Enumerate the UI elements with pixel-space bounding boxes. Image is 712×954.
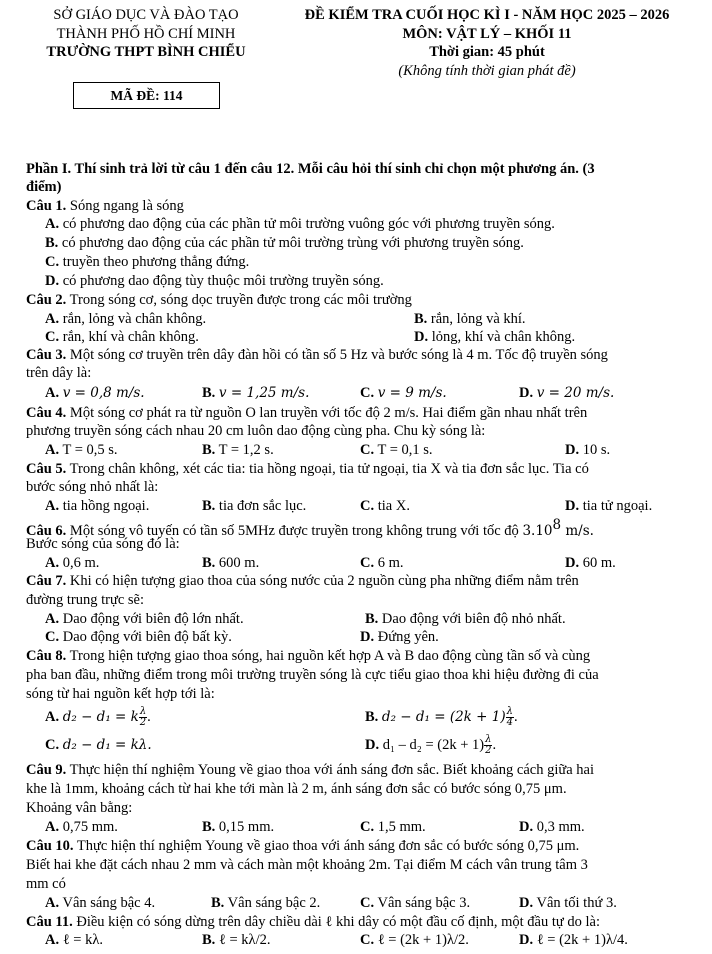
fraction-numerator: λ: [506, 706, 513, 717]
fraction-numerator: λ: [139, 706, 147, 717]
option-key: C.: [360, 385, 375, 401]
option-text: Vân tối thứ 3.: [533, 895, 617, 911]
question-number: Câu 10.: [26, 838, 74, 854]
question-number: Câu 9.: [26, 762, 67, 778]
fraction-denominator: 2: [485, 745, 492, 756]
option-text: rắn, lỏng và khí.: [427, 311, 526, 327]
question-2: [26, 292, 412, 309]
question-text: Khi có hiện tượng giao thoa của sóng nước của 2 nguồn cùng pha những điểm nằm trên: [66, 573, 579, 589]
fraction-denominator: 4: [506, 717, 513, 728]
option-key: B.: [202, 555, 216, 571]
exam-title: ĐỀ KIỂM TRA CUỐI HỌC KÌ I - NĂM HỌC 2025 – 2026: [304, 7, 670, 23]
q2-option-b[interactable]: [414, 311, 526, 328]
option-formula: v = 20 m/s.: [536, 385, 615, 401]
option-text: truyền theo phương thẳng đứng.: [59, 254, 250, 270]
q8-option-c[interactable]: [45, 737, 152, 754]
header-right: [272, 6, 702, 80]
option-text: 0,75 mm.: [59, 819, 118, 835]
option-text: Dao động với biên độ nhỏ nhất.: [378, 611, 566, 627]
q8-option-d[interactable]: [365, 735, 496, 756]
department-name: SỞ GIÁO DỤC VÀ ĐÀO TẠO: [53, 7, 239, 23]
option-key: C.: [45, 254, 60, 270]
option-text: 6 m.: [374, 555, 404, 571]
question-text: Một sóng cơ phát ra từ nguồn O lan truyền với tốc độ 2 m/s. Hai điểm gần nhau nhất trên: [66, 405, 588, 421]
q6-option-a[interactable]: [45, 555, 99, 572]
question-3: [26, 347, 608, 364]
q4-option-a[interactable]: [45, 442, 118, 459]
question-5-cont: bước sóng nhỏ nhất là:: [26, 479, 159, 495]
question-5: [26, 461, 589, 478]
option-text: tia X.: [374, 498, 410, 514]
option-key: D.: [414, 329, 429, 345]
option-text: 600 m.: [215, 555, 260, 571]
option-key: B.: [202, 442, 216, 458]
part1-instruction-cont: điểm): [26, 179, 62, 195]
q3-option-b[interactable]: [202, 385, 309, 402]
question-text: Trong chân không, xét các tia: tia hồng ngoại, tia tử ngoại, tia X và tia đơn sắc lục. Tia có: [66, 461, 589, 477]
option-key: C.: [360, 555, 375, 571]
option-key: A.: [45, 385, 60, 401]
exam-code-box: MÃ ĐỀ: 114: [73, 82, 220, 109]
option-formula: v = 0,8 m/s.: [62, 385, 145, 401]
q7-option-c[interactable]: [45, 629, 232, 646]
question-10: [26, 838, 579, 855]
option-text: Vân sáng bậc 2.: [224, 895, 321, 911]
q6-option-c[interactable]: [360, 555, 404, 572]
q7-option-d[interactable]: [360, 629, 439, 646]
question-number: Câu 2.: [26, 292, 67, 308]
question-number: Câu 1.: [26, 198, 67, 214]
option-key: B.: [202, 498, 216, 514]
question-text: Sóng ngang là sóng: [66, 198, 184, 214]
q2-option-c[interactable]: [45, 329, 199, 346]
question-text: Một sóng vô tuyến có tần số 5MHz được truyền trong không trung với tốc độ: [66, 522, 523, 539]
option-key: C.: [45, 629, 60, 645]
question-10-cont: Biết hai khe đặt cách nhau 2 mm và cách màn một khoảng 2m. Tại điểm M cách vân trung tâm 3: [26, 857, 588, 873]
option-text: ℓ = (2k + 1)λ/2.: [374, 932, 469, 948]
q8-option-b[interactable]: [365, 707, 518, 728]
option-formula: v = 1,25 m/s.: [218, 385, 310, 401]
option-key: D.: [45, 273, 60, 289]
option-key: A.: [45, 611, 60, 627]
option-key: B.: [365, 708, 379, 725]
question-3-cont: trên dây là:: [26, 365, 92, 381]
option-text: T = 1,2 s.: [215, 442, 274, 458]
question-text: Trong sóng cơ, sóng dọc truyền được trong các môi trường: [66, 292, 412, 308]
option-key: A.: [45, 895, 60, 911]
speed-value: 3.10: [522, 522, 553, 539]
question-number: Câu 5.: [26, 461, 67, 477]
q4-option-b[interactable]: [202, 442, 274, 459]
option-key: C.: [360, 819, 375, 835]
option-key: B.: [202, 385, 216, 401]
question-9-cont2: Khoảng vân bằng:: [26, 800, 133, 816]
option-text: Dao động với biên độ bất kỳ.: [59, 629, 232, 645]
q6-option-b[interactable]: [202, 555, 259, 572]
option-text: 0,3 mm.: [533, 819, 585, 835]
question-text: Điều kiện có sóng dừng trên dây chiều dài ℓ khi dây có một đầu cố định, một đầu tự do là:: [72, 914, 600, 930]
question-number: Câu 7.: [26, 573, 67, 589]
option-key: D.: [519, 895, 534, 911]
option-key: C.: [45, 329, 60, 345]
q3-option-d[interactable]: [519, 385, 614, 402]
option-tail: .: [513, 708, 518, 725]
option-text: có phương dao động tùy thuộc môi trường truyền sóng.: [59, 273, 384, 289]
exam-note: (Không tính thời gian phát đề): [398, 62, 576, 79]
option-key: D.: [360, 629, 375, 645]
q11-option-a[interactable]: [45, 932, 103, 949]
option-key: C.: [360, 442, 375, 458]
option-key: B.: [45, 235, 59, 251]
q11-option-c[interactable]: [360, 932, 469, 949]
option-key: A.: [45, 498, 60, 514]
q8-option-a[interactable]: [45, 707, 151, 728]
option-key: B.: [211, 895, 225, 911]
option-text: ℓ = kλ/2.: [215, 932, 271, 948]
q2-option-a[interactable]: [45, 311, 206, 328]
part1-instruction: Phần I. Thí sinh trả lời từ câu 1 đến câu 12. Mỗi câu hỏi thí sinh chỉ chọn một phương án. (3: [26, 161, 595, 177]
option-formula: d₁ – d₂ = (2k + 1): [379, 736, 485, 753]
q7-option-a[interactable]: [45, 611, 244, 628]
q5-option-a[interactable]: [45, 498, 149, 515]
option-text: tia tử ngoại.: [579, 498, 653, 514]
q1-option-c[interactable]: [45, 254, 249, 271]
option-key: A.: [45, 442, 60, 458]
question-number: Câu 4.: [26, 405, 67, 421]
question-6-cont: Bước sóng của sóng đó là:: [26, 536, 180, 552]
q5-option-c[interactable]: [360, 498, 410, 515]
fraction-denominator: 2: [139, 717, 147, 728]
question-number: Câu 3.: [26, 347, 67, 363]
exam-subject: MÔN: VẬT LÝ – KHỐI 11: [402, 25, 572, 42]
option-key: A.: [45, 216, 60, 232]
option-key: B.: [365, 611, 379, 627]
option-text: Dao động với biên độ lớn nhất.: [59, 611, 244, 627]
q9-option-d[interactable]: [519, 819, 585, 836]
option-key: C.: [360, 895, 375, 911]
option-formula: d₂ − d₁ = k: [62, 708, 139, 725]
question-9-cont: khe là 1mm, khoảng cách từ hai khe tới màn là 2 m, ánh sáng đơn sắc có bước sóng 0,75 μm.: [26, 781, 567, 797]
option-text: ℓ = kλ.: [59, 932, 104, 948]
exam-time: Thời gian: 45 phút: [429, 44, 545, 60]
q6-option-d[interactable]: [565, 555, 616, 572]
option-key: D.: [365, 736, 380, 753]
question-text: Trong hiện tượng giao thoa sóng, hai nguồn kết hợp A và B dao động cùng tần số và cùng: [66, 648, 591, 664]
option-formula: d₂ − d₁ = kλ.: [62, 737, 152, 753]
speed-exponent: 8: [552, 517, 562, 533]
q11-option-b[interactable]: [202, 932, 270, 949]
question-1: [26, 198, 184, 215]
question-text: Thực hiện thí nghiệm Young về giao thoa với ánh sáng đơn sắc có bước sóng 0,75 μm.: [73, 838, 580, 854]
q9-option-c[interactable]: [360, 819, 426, 836]
fraction-numerator: λ: [485, 734, 492, 745]
option-text: có phương dao động của các phần tử môi trường trùng với phương truyền sóng.: [58, 235, 524, 251]
question-7-cont: đường trung trực sẽ:: [26, 592, 145, 608]
question-number: Câu 6.: [26, 522, 67, 539]
q9-option-b[interactable]: [202, 819, 274, 836]
q9-option-a[interactable]: [45, 819, 118, 836]
q11-option-d[interactable]: [519, 932, 628, 949]
option-key: B.: [202, 819, 216, 835]
option-text: 0,15 mm.: [215, 819, 275, 835]
q3-option-c[interactable]: [360, 385, 447, 402]
question-4: [26, 405, 587, 422]
option-key: B.: [202, 932, 216, 948]
q10-option-a[interactable]: [45, 895, 155, 912]
q1-option-d[interactable]: [45, 273, 384, 290]
option-key: B.: [414, 311, 428, 327]
option-key: C.: [360, 498, 375, 514]
fraction: [139, 707, 147, 728]
question-4-cont: phương truyền sóng cách nhau 20 cm luôn dao động cùng pha. Chu kỳ sóng là:: [26, 423, 486, 439]
option-tail: .: [492, 736, 497, 753]
question-text: Thực hiện thí nghiệm Young về giao thoa với ánh sáng đơn sắc. Biết khoảng cách giữa hai: [66, 762, 595, 778]
option-text: 60 m.: [579, 555, 616, 571]
option-text: Đứng yên.: [374, 629, 439, 645]
question-8-cont: pha ban đầu, những điểm trong môi trường truyền sóng là cực tiểu giao thoa khi hiệu đường đi của: [26, 667, 599, 683]
option-text: có phương dao động của các phần tử môi trường vuông góc với phương truyền sóng.: [59, 216, 555, 232]
q4-option-d[interactable]: [565, 442, 610, 459]
q2-option-d[interactable]: [414, 329, 575, 346]
q7-option-b[interactable]: [365, 611, 566, 628]
option-key: D.: [519, 385, 534, 401]
q1-option-b[interactable]: [45, 235, 524, 252]
option-text: 0,6 m.: [59, 555, 100, 571]
option-key: A.: [45, 819, 60, 835]
option-text: T = 0,5 s.: [59, 442, 118, 458]
option-formula: v = 9 m/s.: [377, 385, 447, 401]
school-name: TRƯỜNG THPT BÌNH CHIỂU: [46, 44, 246, 60]
question-7: [26, 573, 579, 590]
option-text: 10 s.: [579, 442, 611, 458]
option-key: D.: [565, 555, 580, 571]
question-text: Một sóng cơ truyền trên dây đàn hồi có tần số 5 Hz và bước sóng là 4 m. Tốc độ truyền sóng: [66, 347, 608, 363]
option-text: 1,5 mm.: [374, 819, 426, 835]
header-left: [22, 6, 270, 62]
option-tail: .: [147, 708, 151, 725]
option-key: A.: [45, 708, 60, 725]
question-11: [26, 914, 600, 931]
option-text: tia đơn sắc lục.: [215, 498, 307, 514]
option-key: A.: [45, 311, 60, 327]
question-number: Câu 11.: [26, 914, 73, 930]
q5-option-b[interactable]: [202, 498, 306, 515]
question-8-cont2: sóng từ hai nguồn kết hợp tới là:: [26, 686, 215, 702]
option-key: A.: [45, 555, 60, 571]
option-key: D.: [565, 498, 580, 514]
option-key: A.: [45, 932, 60, 948]
option-key: C.: [360, 932, 375, 948]
question-number: Câu 8.: [26, 648, 67, 664]
option-text: lỏng, khí và chân không.: [428, 329, 576, 345]
q5-option-d[interactable]: [565, 498, 652, 515]
q10-option-d[interactable]: [519, 895, 617, 912]
option-text: T = 0,1 s.: [374, 442, 433, 458]
city-name: THÀNH PHỐ HỒ CHÍ MINH: [56, 25, 236, 42]
option-text: ℓ = (2k + 1)λ/4.: [533, 932, 628, 948]
option-formula: d₂ − d₁ = (2k + 1): [381, 708, 506, 725]
q10-option-b[interactable]: [211, 895, 320, 912]
option-key: C.: [45, 737, 60, 753]
q4-option-c[interactable]: [360, 442, 433, 459]
option-text: Vân sáng bậc 3.: [374, 895, 471, 911]
question-9: [26, 762, 594, 779]
question-10-cont2: mm có: [26, 876, 66, 892]
option-text: tia hồng ngoại.: [59, 498, 150, 514]
option-text: rắn, khí và chân không.: [59, 329, 199, 345]
option-text: Vân sáng bậc 4.: [59, 895, 156, 911]
question-8: [26, 648, 590, 665]
option-key: D.: [519, 819, 534, 835]
q1-option-a[interactable]: [45, 216, 555, 233]
option-key: D.: [519, 932, 534, 948]
q10-option-c[interactable]: [360, 895, 470, 912]
option-key: D.: [565, 442, 580, 458]
fraction: [506, 707, 514, 728]
q3-option-a[interactable]: [45, 385, 145, 402]
speed-unit: m/s.: [561, 522, 594, 539]
option-text: rắn, lỏng và chân không.: [59, 311, 207, 327]
